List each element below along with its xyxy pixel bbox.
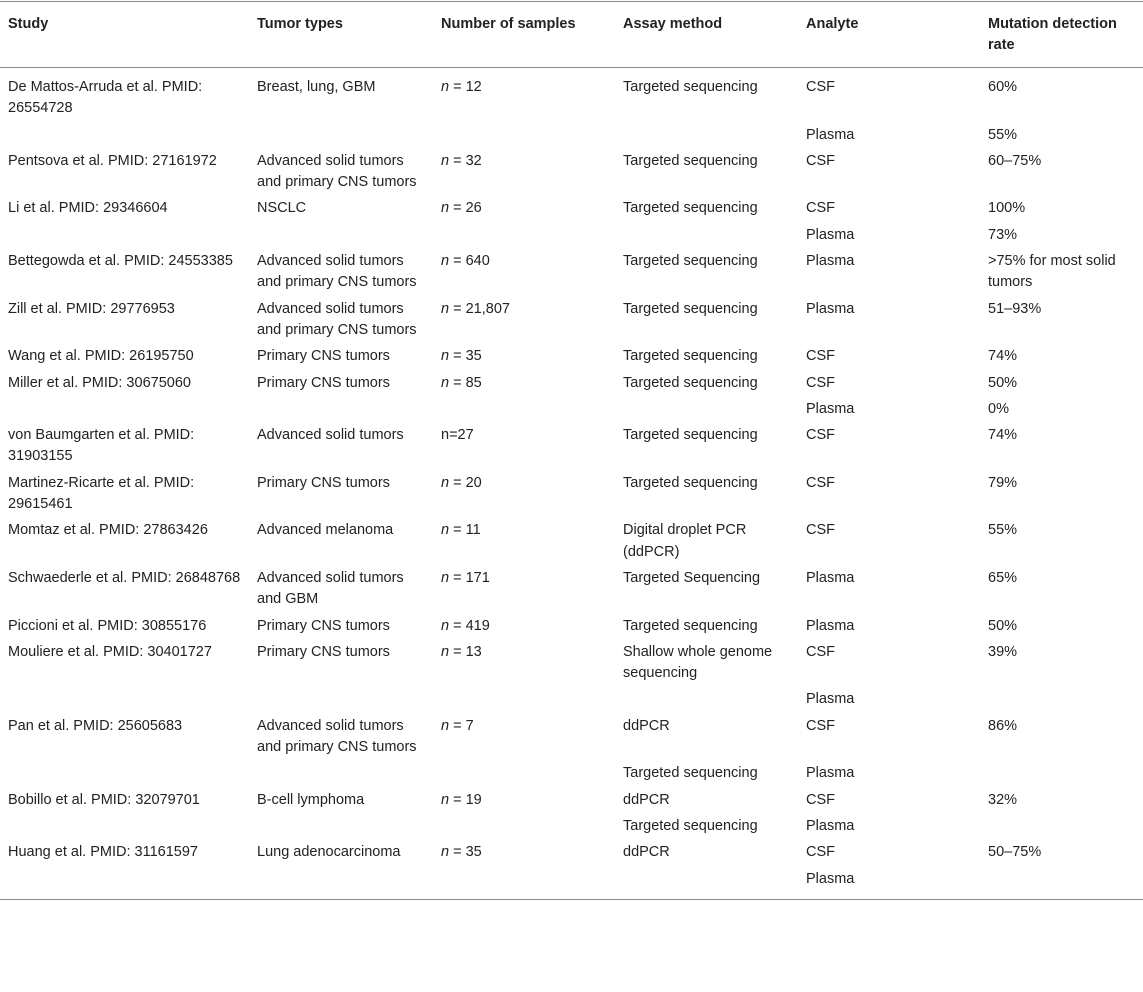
sample-count: = 26 xyxy=(449,200,482,217)
table-row xyxy=(0,423,1143,471)
assay-method-cell: Targeted sequencing xyxy=(623,200,758,217)
sample-n-symbol: n xyxy=(441,200,450,217)
analyte-cell: CSF xyxy=(806,152,835,169)
table-row xyxy=(0,714,1143,762)
study-cell: Huang et al. PMID: 31161597 xyxy=(8,844,198,861)
mutation-detection-rate-cell xyxy=(980,814,1143,840)
sample-n-symbol: n xyxy=(441,348,450,365)
analyte-cell: CSF xyxy=(806,374,835,391)
mutation-detection-rate-cell: 55% xyxy=(988,522,1018,539)
study-cell xyxy=(0,761,249,787)
assay-method-cell: ddPCR xyxy=(623,844,670,861)
analyte-cell: CSF xyxy=(806,200,835,217)
analyte-cell: CSF xyxy=(806,348,835,365)
analyte-cell: Plasma xyxy=(806,765,855,782)
mutation-detection-rate-cell: 50% xyxy=(988,617,1018,634)
number-of-samples-cell xyxy=(433,397,615,423)
table-row xyxy=(0,223,1143,249)
study-cell: Pan et al. PMID: 25605683 xyxy=(8,717,183,734)
sample-n-symbol: n xyxy=(441,152,450,169)
header-tumor-types: Tumor types xyxy=(257,16,343,32)
analyte-cell: CSF xyxy=(806,643,835,660)
study-cell: Martinez-Ricarte et al. PMID: 29615461 xyxy=(8,474,195,513)
tumor-types-cell: NSCLC xyxy=(257,200,307,217)
tumor-types-cell xyxy=(249,867,433,900)
tumor-types-cell xyxy=(249,397,433,423)
analyte-cell: CSF xyxy=(806,717,835,734)
analyte-cell: Plasma xyxy=(806,569,855,586)
mutation-detection-rate-cell: 79% xyxy=(988,474,1018,491)
header-assay-method: Assay method xyxy=(623,16,723,32)
sample-count: = 13 xyxy=(449,643,482,660)
analyte-cell: Plasma xyxy=(806,226,855,243)
analyte-cell: Plasma xyxy=(806,126,855,143)
assay-method-cell: Targeted sequencing xyxy=(623,300,758,317)
table-row xyxy=(0,566,1143,614)
tumor-types-cell: Advanced solid tumors and primary CNS tumors xyxy=(257,717,417,756)
sample-count: = 19 xyxy=(449,791,482,808)
mutation-detection-rate-cell xyxy=(980,761,1143,787)
mutation-detection-rate-cell: 65% xyxy=(988,569,1018,586)
number-of-samples-cell xyxy=(433,867,615,900)
table-row xyxy=(0,640,1143,688)
assay-method-cell xyxy=(615,687,798,713)
tumor-types-cell xyxy=(249,814,433,840)
tumor-types-cell: Advanced solid tumors xyxy=(257,427,404,444)
table-row xyxy=(0,397,1143,423)
assay-method-cell: Targeted sequencing xyxy=(623,427,758,444)
header-study: Study xyxy=(8,16,49,32)
sample-count: = 35 xyxy=(449,348,482,365)
number-of-samples-cell xyxy=(433,714,615,762)
analyte-cell: CSF xyxy=(806,844,835,861)
table-header xyxy=(0,2,1143,68)
tumor-types-cell: Advanced solid tumors and primary CNS tumors xyxy=(257,300,417,338)
number-of-samples-cell xyxy=(433,249,615,297)
sample-n-symbol: n xyxy=(441,844,450,861)
number-of-samples-cell xyxy=(433,223,615,249)
mutation-detection-rate-cell: 50–75% xyxy=(988,844,1042,861)
number-of-samples-cell xyxy=(433,297,615,345)
table-row xyxy=(0,761,1143,787)
tumor-types-cell: Lung adenocarcinoma xyxy=(257,844,401,861)
number-of-samples-cell xyxy=(433,761,615,787)
tumor-types-cell: Breast, lung, GBM xyxy=(257,79,376,95)
study-cell xyxy=(0,123,249,149)
sample-count: = 32 xyxy=(449,152,482,169)
study-cell xyxy=(0,867,249,900)
sample-count: = 35 xyxy=(449,844,482,861)
tumor-types-cell: Primary CNS tumors xyxy=(257,643,390,660)
tumor-types-cell xyxy=(249,223,433,249)
tumor-types-cell: B-cell lymphoma xyxy=(257,791,365,808)
study-cell: Piccioni et al. PMID: 30855176 xyxy=(8,617,207,634)
assay-method-cell: Targeted sequencing xyxy=(623,348,758,365)
table-row xyxy=(0,687,1143,713)
number-of-samples-cell xyxy=(433,196,615,222)
analyte-cell: CSF xyxy=(806,791,835,808)
sample-n-symbol: n xyxy=(441,300,450,317)
analyte-cell: CSF xyxy=(806,79,835,95)
number-of-samples-cell xyxy=(433,471,615,519)
table-row xyxy=(0,471,1143,519)
assay-method-cell: Targeted sequencing xyxy=(623,79,758,95)
mutation-detection-rate-cell: >75% for most solid tumors xyxy=(988,253,1116,291)
sample-count: = 640 xyxy=(449,253,490,270)
mutation-detection-rate-cell: 86% xyxy=(988,717,1018,734)
sample-count: = 21,807 xyxy=(449,300,510,317)
table-row xyxy=(0,149,1143,197)
number-of-samples-cell xyxy=(433,344,615,370)
tumor-types-cell: Primary CNS tumors xyxy=(257,474,390,491)
sample-n-symbol: n xyxy=(441,569,450,586)
sample-count: = 20 xyxy=(449,474,482,491)
number-of-samples-cell xyxy=(433,614,615,640)
mutation-detection-rate-cell: 39% xyxy=(988,643,1018,660)
study-cell: Miller et al. PMID: 30675060 xyxy=(8,374,191,391)
tumor-types-cell: Advanced solid tumors and primary CNS tumors xyxy=(257,253,417,291)
sample-count: = 11 xyxy=(449,522,481,539)
table-row xyxy=(0,867,1143,900)
table-row xyxy=(0,371,1143,397)
study-cell: Mouliere et al. PMID: 30401727 xyxy=(8,643,212,660)
study-cell xyxy=(0,397,249,423)
analyte-cell: Plasma xyxy=(806,691,855,708)
mutation-detection-rate-cell: 73% xyxy=(988,226,1018,243)
sample-n-symbol: n xyxy=(441,474,450,491)
assay-method-cell: Targeted sequencing xyxy=(623,253,758,270)
analyte-cell: CSF xyxy=(806,427,835,444)
number-of-samples-cell xyxy=(433,518,615,566)
mutation-detection-rate-cell: 74% xyxy=(988,427,1018,444)
tumor-types-cell: Primary CNS tumors xyxy=(257,374,390,391)
mutation-detection-rate-cell xyxy=(980,867,1143,900)
study-cell xyxy=(0,814,249,840)
number-of-samples-cell xyxy=(433,814,615,840)
sample-count: = 7 xyxy=(449,717,474,734)
table-row xyxy=(0,814,1143,840)
table-row xyxy=(0,788,1143,814)
number-of-samples-cell xyxy=(433,149,615,197)
tumor-types-cell: Primary CNS tumors xyxy=(257,348,390,365)
number-of-samples-cell xyxy=(433,687,615,713)
tumor-types-cell xyxy=(249,123,433,149)
sample-n-symbol: n xyxy=(441,253,450,270)
sample-n-symbol: n xyxy=(441,791,450,808)
table-row xyxy=(0,68,1143,123)
study-cell: Momtaz et al. PMID: 27863426 xyxy=(8,522,208,539)
tumor-types-cell: Advanced melanoma xyxy=(257,522,394,539)
number-of-samples-cell xyxy=(433,566,615,614)
table-row xyxy=(0,297,1143,345)
table-row xyxy=(0,249,1143,297)
tumor-types-cell: Advanced solid tumors and GBM xyxy=(257,569,404,608)
analyte-cell: Plasma xyxy=(806,870,855,887)
analyte-cell: Plasma xyxy=(806,300,855,317)
table-row xyxy=(0,840,1143,866)
table-row xyxy=(0,614,1143,640)
assay-method-cell: Targeted sequencing xyxy=(623,817,758,834)
header-analyte: Analyte xyxy=(806,16,859,32)
number-of-samples-cell xyxy=(433,423,615,471)
study-cell: Bobillo et al. PMID: 32079701 xyxy=(8,791,200,808)
sample-n-symbol: n xyxy=(441,643,450,660)
study-cell xyxy=(0,687,249,713)
tumor-types-cell: Primary CNS tumors xyxy=(257,617,390,634)
number-of-samples-cell xyxy=(433,840,615,866)
sample-n-symbol: n xyxy=(441,717,450,734)
number-of-samples-cell xyxy=(433,123,615,149)
table-row xyxy=(0,518,1143,566)
mutation-detection-rate-cell: 60–75% xyxy=(988,152,1042,169)
mutation-detection-rate-cell: 55% xyxy=(988,126,1018,143)
assay-method-cell: ddPCR xyxy=(623,717,670,734)
table-body xyxy=(0,68,1143,900)
assay-method-cell: ddPCR xyxy=(623,791,670,808)
analyte-cell: Plasma xyxy=(806,253,855,270)
study-cell: Li et al. PMID: 29346604 xyxy=(8,200,168,217)
sample-count: = 85 xyxy=(449,374,482,391)
header-mutation-detection-rate: Mutation detection rate xyxy=(988,16,1117,53)
assay-method-cell: Digital droplet PCR (ddPCR) xyxy=(623,522,747,560)
mutation-detection-rate-cell: 51–93% xyxy=(988,300,1042,317)
table-row xyxy=(0,196,1143,222)
sample-n-symbol: n xyxy=(441,522,450,539)
study-cell xyxy=(0,223,249,249)
table-row xyxy=(0,344,1143,370)
study-cell: Wang et al. PMID: 26195750 xyxy=(8,348,194,365)
header-row xyxy=(0,2,1143,68)
assay-method-cell: Targeted sequencing xyxy=(623,617,758,634)
study-cell: Schwaederle et al. PMID: 26848768 xyxy=(8,569,241,586)
assay-method-cell xyxy=(615,867,798,900)
mutation-detection-rate-cell xyxy=(980,687,1143,713)
assay-method-cell: Targeted sequencing xyxy=(623,765,758,782)
mutation-detection-rate-cell: 50% xyxy=(988,374,1018,391)
mutation-detection-rate-cell: 32% xyxy=(988,791,1018,808)
analyte-cell: Plasma xyxy=(806,617,855,634)
assay-method-cell: Targeted sequencing xyxy=(623,474,758,491)
study-cell: von Baumgarten et al. PMID: 31903155 xyxy=(8,427,195,465)
analyte-cell: CSF xyxy=(806,474,835,491)
study-cell: Bettegowda et al. PMID: 24553385 xyxy=(8,253,233,270)
sample-count: n=27 xyxy=(441,427,474,444)
study-cell: De Mattos-Arruda et al. PMID: 26554728 xyxy=(8,79,203,117)
analyte-cell: CSF xyxy=(806,522,835,539)
sample-n-symbol: n xyxy=(441,79,450,95)
tumor-types-cell: Advanced solid tumors and primary CNS tumors xyxy=(257,152,417,191)
analyte-cell: Plasma xyxy=(806,817,855,834)
study-cell: Zill et al. PMID: 29776953 xyxy=(8,300,175,317)
sample-n-symbol: n xyxy=(441,617,450,634)
study-cell: Pentsova et al. PMID: 27161972 xyxy=(8,152,217,169)
number-of-samples-cell xyxy=(433,68,615,123)
tumor-types-cell xyxy=(249,761,433,787)
mutation-detection-rate-cell: 74% xyxy=(988,348,1018,365)
assay-method-cell: Targeted sequencing xyxy=(623,152,758,169)
table-row xyxy=(0,123,1143,149)
number-of-samples-cell xyxy=(433,371,615,397)
mutation-detection-rate-cell: 100% xyxy=(988,200,1026,217)
assay-method-cell: Targeted Sequencing xyxy=(623,569,761,586)
mutation-detection-rate-cell: 60% xyxy=(988,79,1018,95)
sample-count: = 419 xyxy=(449,617,490,634)
tumor-types-cell xyxy=(249,687,433,713)
sample-n-symbol: n xyxy=(441,374,450,391)
studies-table xyxy=(0,1,1143,900)
assay-method-cell xyxy=(615,123,798,149)
assay-method-cell xyxy=(615,223,798,249)
mutation-detection-rate-cell: 0% xyxy=(988,400,1009,417)
header-number-of-samples: Number of samples xyxy=(441,16,576,32)
sample-count: = 171 xyxy=(449,569,490,586)
number-of-samples-cell xyxy=(433,640,615,688)
assay-method-cell: Shallow whole genome sequencing xyxy=(623,643,773,682)
assay-method-cell: Targeted sequencing xyxy=(623,374,758,391)
number-of-samples-cell xyxy=(433,788,615,814)
sample-count: = 12 xyxy=(449,79,482,95)
assay-method-cell xyxy=(615,397,798,423)
analyte-cell: Plasma xyxy=(806,400,855,417)
